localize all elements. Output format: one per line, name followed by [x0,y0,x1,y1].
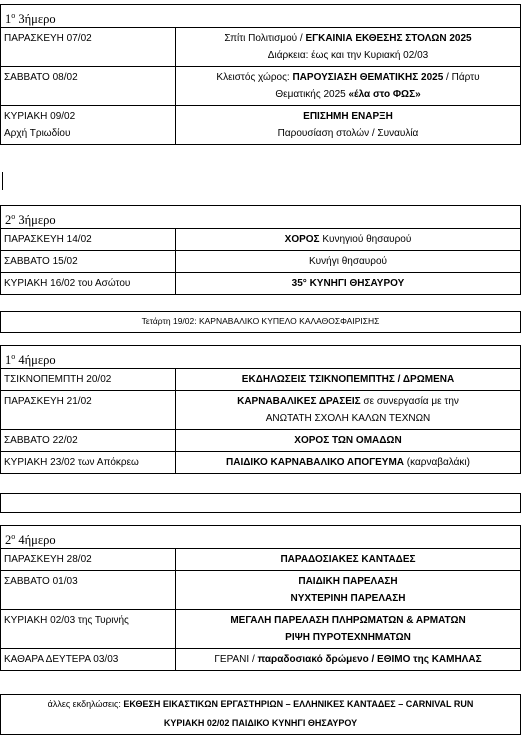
table-row [1,228,520,250]
table-row [1,648,520,670]
table-row [1,27,520,66]
section-title: $1^o$ 4ήμερο [5,352,56,368]
section-1 [0,4,521,145]
section-3 [0,345,521,474]
note-row: Τετάρτη 19/02: ΚΑΡΝΑΒΑΛΙΚΟ ΚΥΠΕΛΟ ΚΑΛΑΘΟΣΦΑΙΡΙΣΗΣ [0,311,521,333]
event-cell: ΕΠΙΣΗΜΗ ΕΝΑΡΞΗ Παρουσίαση στολών / Συναυλία [277,111,419,139]
date-cell: ΚΥΡΙΑΚΗ 09/02 Αρχή Τριωδίου [1,106,176,144]
date-cell: ΣΑΒΒΑΤΟ 22/02 [1,430,176,451]
event-cell: ΠΑΡΑΔΟΣΙΑΚΕΣ ΚΑΝΤΑΔΕΣ [280,554,416,565]
event-cell: ΚΑΡΝΑΒΑΛΙΚΕΣ ΔΡΑΣΕΙΣ σε συνεργασία με την ΑΝΩΤΑΤΗ ΣΧΟΛΗ ΚΑΛΩΝ ΤΕΧΝΩΝ [237,396,459,424]
table-row [1,429,520,451]
table-row [1,272,520,294]
event-cell: ΓΕΡΑΝΙ / παραδοσιακό δρώμενο / ΕΘΙΜΟ της ΚΑΜΗΛΑΣ [214,654,482,665]
table-row [1,609,520,648]
table-row [1,570,520,609]
event-cell: ΜΕΓΑΛΗ ΠΑΡΕΛΑΣΗ ΠΛΗΡΩΜΑΤΩΝ & ΑΡΜΑΤΩΝ ΡΙΨΗ ΠΥΡΟΤΕΧΝΗΜΑΤΩΝ [230,615,466,643]
section-title: $2^o$ 3ήμερο [5,212,56,228]
event-cell: ΠΑΙΔΙΚΗ ΠΑΡΕΛΑΣΗ ΝΥΧΤΕΡΙΝΗ ΠΑΡΕΛΑΣΗ [290,576,406,604]
event-cell: Σπίτι Πολιτισμού / ΕΓΚΑΙΝΙΑ ΕΚΘΕΣΗΣ ΣΤΟΛΩΝ 2025 Διάρκεια: έως και την Κυριακή 02/03 [224,33,472,61]
date-cell: ΠΑΡΑΣΚΕΥΗ 21/02 [1,391,176,429]
event-cell: ΧΟΡΟΣ Κυνηγιού θησαυρού [284,234,412,245]
event-cell: Κυνήγι θησαυρού [309,256,387,267]
table-row [1,66,520,105]
table-row [1,250,520,272]
date-cell: ΠΑΡΑΣΚΕΥΗ 07/02 [1,28,176,66]
date-cell: ΚΥΡΙΑΚΗ 16/02 του Ασώτου [1,273,176,294]
table-row [1,548,520,570]
date-cell: ΚΥΡΙΑΚΗ 23/02 των Απόκρεω [1,452,176,473]
date-cell: ΣΑΒΒΑΤΟ 08/02 [1,67,176,105]
date-cell: ΣΑΒΒΑΤΟ 01/03 [1,571,176,609]
section-title: $1^o$ 3ήμερο [5,11,56,27]
section-4 [0,525,521,671]
event-cell: ΠΑΙΔΙΚΟ ΚΑΡΝΑΒΑΛΙΚΟ ΑΠΟΓΕΥΜΑ (καρναβαλάκι) [226,457,470,468]
date-cell: ΚΑΘΑΡΑ ΔΕΥΤΕΡΑ 03/03 [1,649,176,670]
date-cell: ΚΥΡΙΑΚΗ 02/03 της Τυρινής [1,610,176,648]
date-cell: ΠΑΡΑΣΚΕΥΗ 14/02 [1,229,176,250]
event-cell: ΧΟΡΟΣ ΤΩΝ ΟΜΑΔΩΝ [294,435,402,446]
footer-box: άλλες εκδηλώσεις: ΕΚΘΕΣΗ ΕΙΚΑΣΤΙΚΩΝ ΕΡΓΑΣΤΗΡΙΩΝ – ΕΛΛΗΝΙΚΕΣ ΚΑΝΤΑΔΕΣ – CARNIVAL RUN ΚΥΡΙΑΚΗ 02/02 ΠΑΙΔΙΚΟ ΚΥΝΗΓΙ ΘΗΣΑΥΡΟΥ [0,694,521,735]
section-2 [0,205,521,295]
date-cell: ΤΣΙΚΝΟΠΕΜΠΤΗ 20/02 [1,369,176,390]
table-row [1,368,520,390]
event-cell: Κλειστός χώρος: ΠΑΡΟΥΣΙΑΣΗ ΘΕΜΑΤΙΚΗΣ 2025 / Πάρτυ Θεματικής 2025 «έλα στο ΦΩΣ» [216,72,480,100]
empty-row [0,493,521,513]
section-title: $2^o$ 4ήμερο [5,532,56,548]
event-cell: ΕΚΔΗΛΩΣΕΙΣ ΤΣΙΚΝΟΠΕΜΠΤΗΣ / ΔΡΩΜΕΝΑ [241,374,455,385]
event-cell: 35° ΚΥΝΗΓΙ ΘΗΣΑΥΡΟΥ [291,278,405,289]
table-row [1,451,520,473]
table-row [1,390,520,429]
divider [2,172,3,190]
date-cell: ΠΑΡΑΣΚΕΥΗ 28/02 [1,549,176,570]
date-cell: ΣΑΒΒΑΤΟ 15/02 [1,251,176,272]
table-row [1,105,520,144]
